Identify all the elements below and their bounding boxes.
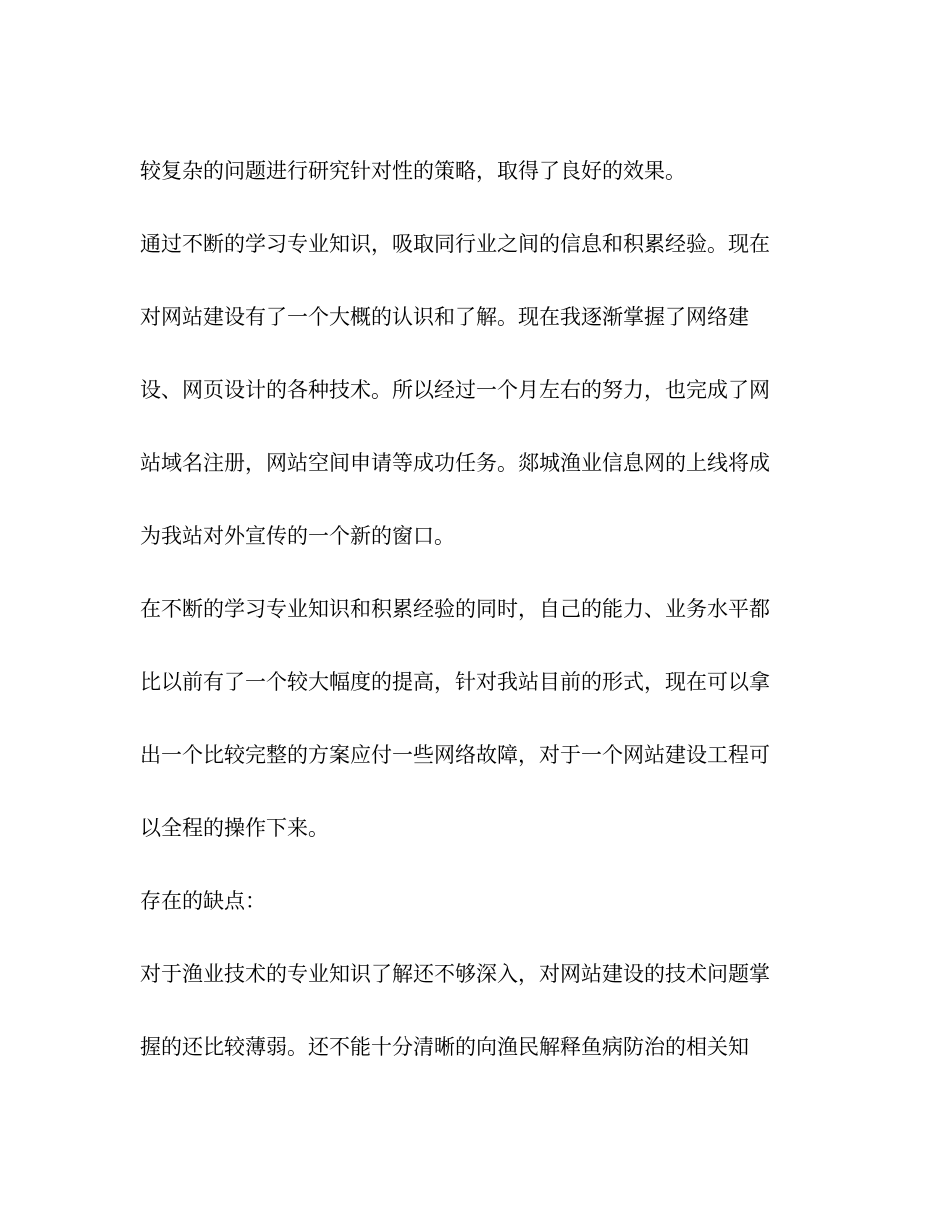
text-line: 设、网页设计的各种技术。所以经过一个月左右的努力，也完成了网: [140, 378, 770, 402]
text-line: 在不断的学习专业知识和积累经验的同时，自己的能力、业务水平都: [140, 597, 770, 621]
text-line: 出一个比较完整的方案应付一些网络故障，对于一个网站建设工程可: [140, 743, 770, 767]
section-heading: 存在的缺点：: [140, 889, 266, 913]
document-body: [140, 135, 805, 1084]
text-line: 通过不断的学习专业知识，吸取同行业之间的信息和积累经验。现在: [140, 232, 770, 256]
text-line: 对网站建设有了一个大概的认识和了解。现在我逐渐掌握了网络建: [140, 305, 749, 329]
text-line: 较复杂的问题进行研究针对性的策略，取得了良好的效果。: [140, 159, 686, 183]
text-line: 对于渔业技术的专业知识了解还不够深入，对网站建设的技术问题掌: [140, 962, 770, 986]
text-line: 以全程的操作下来。: [140, 816, 329, 840]
text-line: 比以前有了一个较大幅度的提高，针对我站目前的形式，现在可以拿: [140, 670, 770, 694]
text-line: 站域名注册，网站空间申请等成功任务。郯城渔业信息网的上线将成: [140, 451, 770, 475]
text-line: 为我站对外宣传的一个新的窗口。: [140, 524, 455, 548]
text-line: 握的还比较薄弱。还不能十分清晰的向渔民解释鱼病防治的相关知: [140, 1035, 749, 1059]
